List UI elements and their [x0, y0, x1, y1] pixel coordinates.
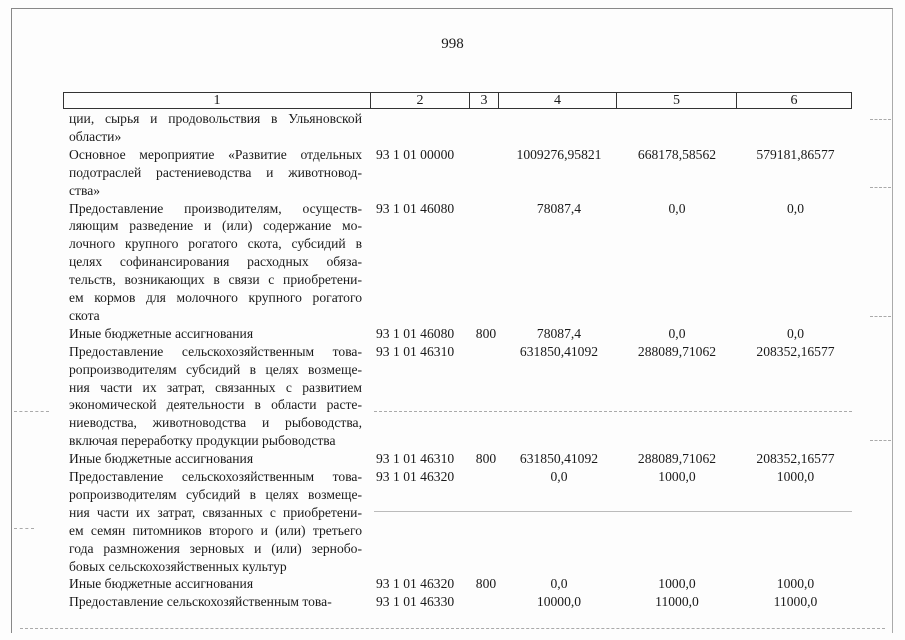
- row-code: 93 1 01 00000: [376, 146, 455, 162]
- row-value-col4: 631850,41092: [519, 343, 599, 359]
- header-col-4: 4: [499, 92, 617, 109]
- row-value-col5: 288089,71062: [637, 451, 717, 467]
- row-description: [69, 575, 362, 593]
- row-value-col4: 10000,0: [536, 594, 582, 610]
- header-col-3: 3: [470, 92, 499, 109]
- table-row: [0, 593, 905, 611]
- row-value-col6: 0,0: [787, 200, 804, 216]
- description-line: Основное мероприятие «Развитие отдельных: [69, 146, 362, 162]
- description-line: Иные бюджетные ассигнования: [69, 325, 254, 341]
- header-col-1: 1: [63, 92, 371, 109]
- row-description: [69, 110, 362, 146]
- description-line: Предоставление производителям, осуществ-: [69, 200, 362, 216]
- row-description: [69, 343, 362, 450]
- row-value-col6: 208352,16577: [756, 451, 835, 467]
- description-line: ем кормов для молочного крупного рогатого: [69, 290, 362, 306]
- row-value-col5: 668178,58562: [637, 146, 717, 162]
- row-code: 93 1 01 46320: [376, 469, 455, 484]
- row-description: [69, 450, 362, 468]
- description-line: целях софинансирования расходных обяза-: [69, 254, 362, 270]
- description-line: лочного крупного рогатого скота, субсидий в: [69, 236, 362, 252]
- row-value-col4: 0,0: [550, 576, 568, 592]
- row-code: 93 1 01 46330: [376, 594, 455, 610]
- table-row: [0, 450, 905, 468]
- description-line: тельств, возникающих в связи с приобретени-: [69, 272, 362, 288]
- description-line: ции, сырья и продовольствия в Ульяновской: [69, 111, 362, 126]
- scan-mark: [870, 440, 891, 441]
- description-line: Предоставление сельскохозяйственным това-: [69, 469, 362, 484]
- row-value-col5: 0,0: [668, 325, 686, 341]
- description-line: Иные бюджетные ассигнования: [69, 576, 254, 592]
- row-code: 93 1 01 46310: [376, 343, 455, 359]
- description-line: Предоставление сельскохозяйственным това-: [69, 594, 332, 610]
- row-code: 93 1 01 46080: [376, 325, 455, 341]
- table-row: [0, 325, 905, 343]
- scan-mark: [14, 528, 34, 529]
- row-description: [69, 593, 362, 611]
- description-line: Иные бюджетные ассигнования: [69, 451, 254, 467]
- row-type: 800: [475, 325, 497, 341]
- row-value-col6: 1000,0: [776, 576, 815, 592]
- row-code: 93 1 01 46320: [376, 576, 455, 592]
- table-row: [0, 468, 905, 575]
- row-value-col5: 0,0: [668, 200, 686, 216]
- description-line: ства»: [69, 182, 101, 198]
- description-line: ем семян питомников второго и (или) третьего: [69, 522, 362, 538]
- row-type: 800: [475, 451, 497, 467]
- description-line: ропроизводителям субсидий в целях возмеще-: [69, 361, 362, 377]
- description-line: области»: [69, 128, 122, 144]
- row-code: 93 1 01 46310: [376, 451, 455, 467]
- row-value-col5: 11000,0: [655, 594, 699, 610]
- description-line: ропроизводителям субсидий в целях возмеще-: [69, 486, 362, 502]
- table-row: [0, 110, 905, 146]
- row-value-col4: 631850,41092: [519, 451, 599, 467]
- table-row: [0, 343, 905, 450]
- row-value-col6: 208352,16577: [756, 343, 835, 359]
- row-value-col6: 0,0: [787, 325, 804, 341]
- description-line: включая переработку продукции рыбоводства: [69, 433, 336, 449]
- page-number: 998: [441, 36, 464, 52]
- description-line: подотраслей растениеводства и животновод-: [69, 164, 362, 180]
- row-description: [69, 468, 362, 575]
- row-description: [69, 325, 362, 343]
- row-type: 800: [475, 576, 497, 592]
- scan-mark: [374, 511, 852, 512]
- row-value-col4: 78087,4: [536, 200, 582, 216]
- row-value-col6: 579181,86577: [756, 146, 835, 162]
- description-line: ниеводства, животноводства и рыбоводства,: [69, 415, 362, 431]
- description-line: года размножения зерновых и (или) зернобо-: [69, 540, 362, 556]
- description-line: Предоставление сельскохозяйственным това-: [69, 343, 362, 359]
- row-code: 93 1 01 46080: [376, 200, 455, 216]
- row-value-col6: 1000,0: [776, 469, 815, 484]
- scan-mark: [870, 119, 891, 120]
- description-line: ния части их затрат, связанных с развитием: [69, 379, 362, 395]
- description-line: ляющим разведение и (или) содержание мо-: [69, 218, 362, 234]
- description-line: бовых сельскохозяйственных культур: [69, 558, 287, 574]
- row-description: [69, 200, 362, 325]
- row-value-col6: 11000,0: [773, 594, 818, 610]
- scan-mark: [870, 187, 891, 188]
- table-row: [0, 575, 905, 593]
- description-line: скота: [69, 307, 100, 323]
- header-col-2: 2: [371, 92, 470, 109]
- table-row: [0, 200, 905, 325]
- row-value-col4: 0,0: [550, 469, 568, 484]
- description-line: экономической деятельности в области расте-: [69, 397, 362, 413]
- scan-mark: [374, 411, 852, 412]
- row-value-col5: 1000,0: [658, 576, 696, 592]
- scan-mark: [20, 628, 885, 629]
- row-value-col5: 1000,0: [658, 469, 696, 484]
- row-value-col4: 78087,4: [536, 325, 582, 341]
- header-col-6: 6: [737, 92, 852, 109]
- row-description: [69, 146, 362, 200]
- row-value-col4: 1009276,95821: [516, 146, 602, 162]
- header-col-5: 5: [617, 92, 737, 109]
- scan-mark: [14, 411, 49, 412]
- table-row: [0, 146, 905, 200]
- row-value-col5: 288089,71062: [637, 343, 717, 359]
- description-line: ния части их затрат, связанных с приобретени-: [69, 504, 362, 520]
- scan-mark: [870, 316, 891, 317]
